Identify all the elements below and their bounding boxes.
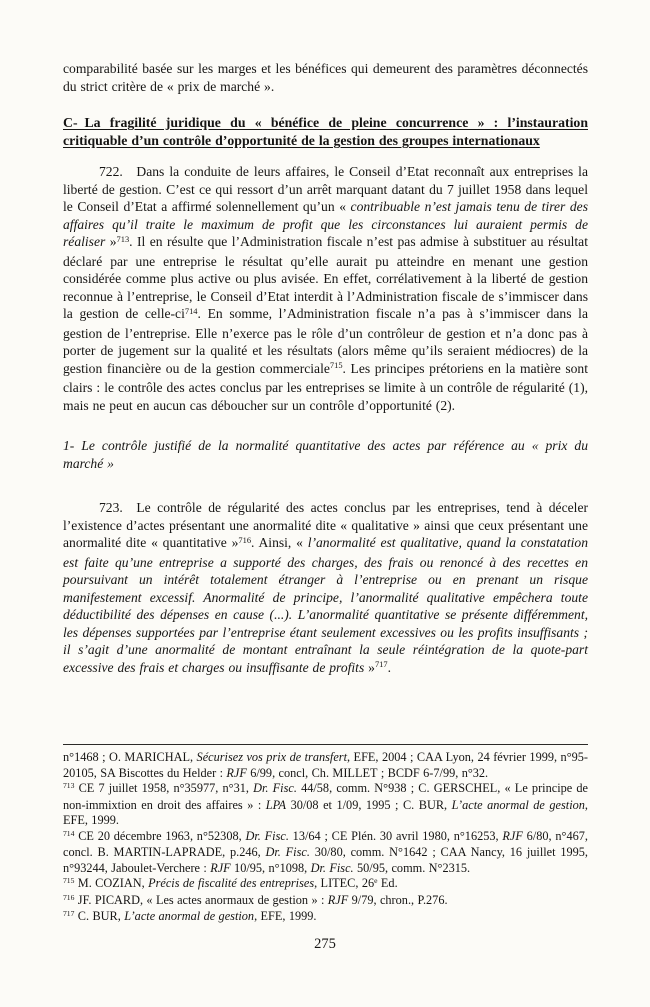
page-content (63, 60, 588, 678)
footnote-separator (63, 744, 588, 745)
footnote-continuation: n°1468 ; O. MARICHAL, Sécurisez vos prix de transfert, EFE, 2004 ; CAA Lyon, 24 février 1999, n°95-20105, SA Biscottes du Helder : RJF 6/99, concl, Ch. MILLET ; BCDF 6-7/99, n°32. (63, 750, 589, 780)
footnote-716: $^{716}$ JF. PICARD, « Les actes anormaux de gestion » : RJF 9/79, chron., P.276. (63, 892, 448, 907)
footnote-714: $^{714}$ CE 20 décembre 1963, n°52308, Dr. Fisc. 13/64 ; CE Plén. 30 avril 1980, n°16253, RJF 6/80, n°467, concl. B. MARTIN-LAPRADE, p.246, Dr. Fisc. 30/80, comm. N°1642 ; CAA Nancy, 16 juillet 1995, n°93244, Jaboulet-Verchere : RJF 10/95, n°1098, Dr. Fisc. 50/95, comm. N°2315. (63, 828, 588, 875)
page-number: 275 (314, 936, 336, 952)
paragraph-722: 722. Dans la conduite de leurs affaires, le Conseil d’Etat reconnaît aux entreprises la liberté de gestion. C’est ce qui ressort d’un arrêt marquant datant du 7 juillet 1958 dans lequel le Conseil d’Etat a affirmé solennellement qu’un « contribuable n’est jamais tenu de tirer des affaires qu’il traite le maximum de profit que les circonstances lui auraient permis de réaliser »$^{713}$. Il en résulte que l’Administration fiscale n’est pas admise à substituer au résultat déclaré par une entreprise le résultat qu’elle aurait pu atteindre en menant une gestion considérée comme plus active ou plus avisée. En effet, corrélativement à la liberté de gestion reconnue à l’entreprise, le Conseil d’Etat interdit à l’Administration fiscale de s’immiscer dans la gestion de celle-$ci^{714}$. En somme, l’Administration fiscale n’a pas à s’immiscer dans la gestion de l’entreprise. Elle n’exerce pas le rôle d’un contrôleur de gestion et n’a donc pas à porter de jugement sur la qualité et les résultats (alors même qu’ils seraient médiocres) de la gestion financière ou de la gestion commerciale$^{715}$. Les principes prétoriens en la matière sont clairs : le contrôle des actes conclus par les entreprises se limite à un contrôle de régularité (1), mais ne peut en aucun cas déboucher sur un contrôle d’opportunité (2). (63, 164, 589, 413)
footnote-713: $^{713}$ CE 7 juillet 1958, n°35977, n°31, Dr. Fisc. 44/58, comm. N°938 ; C. GERSCHEL, « Le principe de non-immixtion en droit des affaires » : LPA 30/08 et 1/09, 1995 ; C. BUR, L’acte anormal de gestion, EFE, 1999. (63, 781, 588, 827)
paragraph-continuation: comparabilité basée sur les marges et les bénéfices qui demeurent des paramètres déconnectés du strict critère de « prix de marché ». (63, 61, 588, 94)
section-heading-c: C- La fragilité juridique du « bénéfice de pleine concurrence » : l’instauration critiquable d’un contrôle d’opportunité de la gestion des groupes internationaux (63, 115, 588, 148)
subsection-heading-1: 1- Le contrôle justifié de la normalité quantitative des actes par référence au « prix du marché » (63, 438, 588, 471)
paragraph-723: 723. Le contrôle de régularité des actes conclus par les entreprises, tend à déceler l’existence d’actes présentant une anormalité dite « qualitative » ainsi que ceux présentant une anormalité dite « quantitative »$^{716}$. Ainsi, « l’anormalité est qualitative, quand la constatation est faite qu’une entreprise a supporté des charges, des frais ou renoncé à des recettes en poursuivant un intérêt totalement étranger à l’entreprise ou en prenant un risque manifestement excessif. Anormalité de principe, l’anormalité qualitative empêchera toute déductibilité des dépenses en cause (...). L’anormalité quantitative se présente différemment, les dépenses supportées par l’entreprise étant seulement excessives ou les profits insuffisants ; il s’agit d’une anormalité de montant entraînant la seule réintégration de la quote-part excessive des frais et charges ou insuffisante de profits »$^{717}$. (63, 500, 588, 675)
footnotes-section (63, 744, 588, 926)
footnote-717: $^{717}$ C. BUR, L’acte anormal de gestion, EFE, 1999. (63, 909, 317, 923)
footnote-715: $^{715}$ M. COZIAN, Précis de fiscalité des entreprises, LITEC, 26e Ed. (63, 876, 398, 890)
